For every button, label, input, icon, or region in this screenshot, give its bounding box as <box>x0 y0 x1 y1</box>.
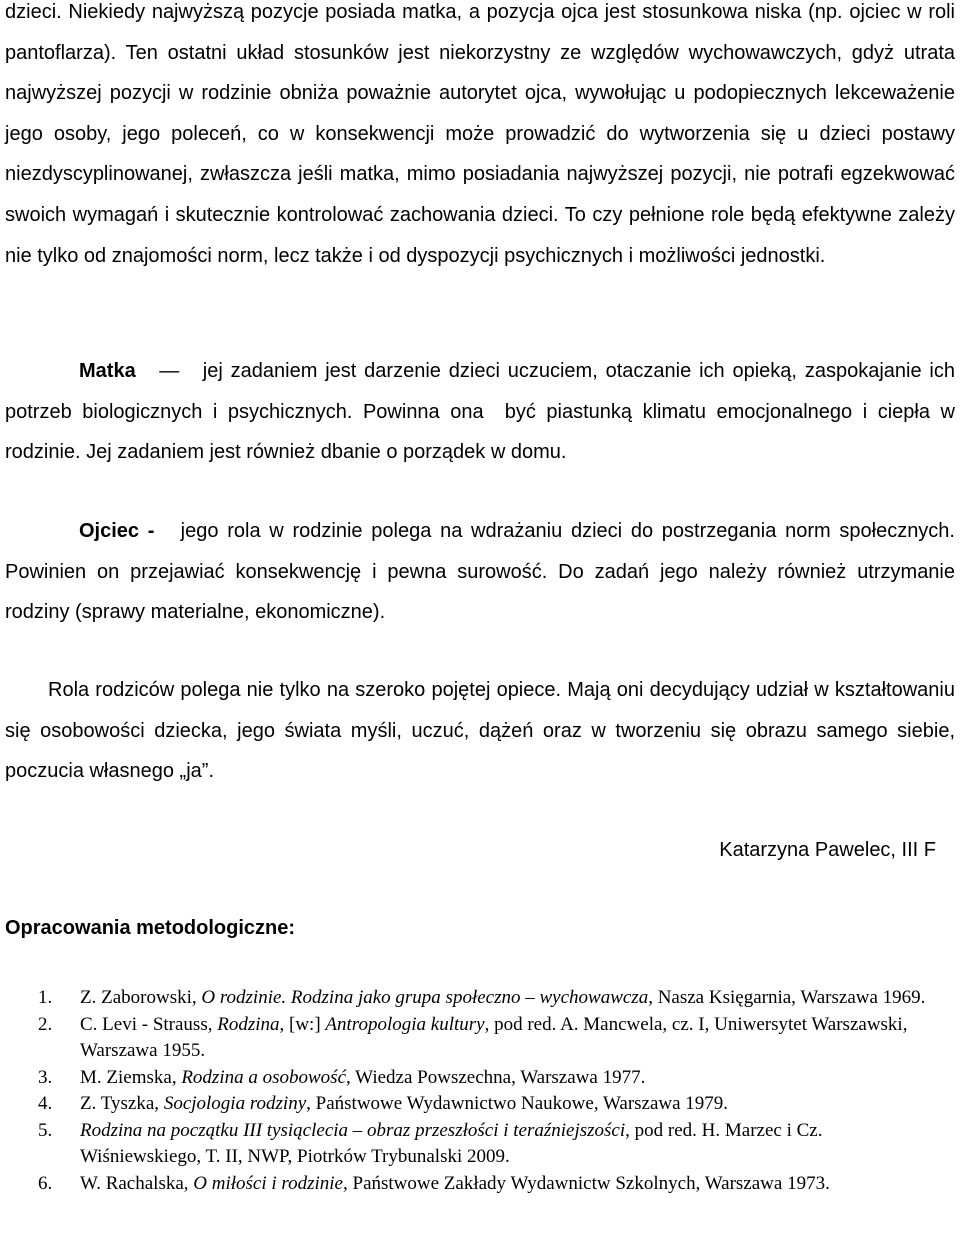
reference-item <box>0 1118 960 1171</box>
reference-number: 5. <box>38 1119 53 1141</box>
reference-number: 2. <box>38 1013 53 1035</box>
reference-number: 1. <box>38 987 53 1008</box>
reference-details: , Nasza Księgarnia, Warszawa 1969. <box>648 987 926 1008</box>
term-father: Ojciec - <box>79 520 155 542</box>
reference-author: C. Levi - Strauss, <box>80 1013 218 1035</box>
paragraph-father <box>5 511 955 633</box>
reference-details: , Państwowe Wydawnictwo Naukowe, Warszawa 1979. <box>306 1093 729 1114</box>
reference-details: , Państwowe Zakłady Wydawnictw Szkolnych, Warszawa 1973. <box>343 1172 830 1194</box>
reference-source-title: Antropologia kultury <box>325 1013 485 1035</box>
reference-item <box>0 1091 960 1118</box>
author-signature: Katarzyna Pawelec, III F <box>719 839 936 861</box>
reference-details: , Wiedza Powszechna, Warszawa 1977. <box>346 1066 646 1088</box>
reference-author: M. Ziemska, <box>80 1066 182 1088</box>
references-heading: Opracowania metodologiczne: <box>5 917 296 939</box>
reference-title: O rodzinie. Rodzina jako grupa społeczno – wychowawcza <box>201 987 649 1008</box>
reference-author: W. Rachalska, <box>80 1172 194 1194</box>
reference-number: 4. <box>38 1093 53 1114</box>
reference-title: Rodzina <box>217 1013 280 1035</box>
paragraph-mother-text: — jej zadaniem jest darzenie dzieci uczuciem, otaczanie ich opieką, zaspokajanie ich potrzeb biologicznych i psychicznych. Powinna ona być piastunką klimatu emocjonalnego i ciepła w rodzinie. Jej zadaniem jest również dbanie o porządek w domu. <box>5 360 955 464</box>
reference-number: 3. <box>38 1066 53 1088</box>
paragraph-parents: Rola rodziców polega nie tylko na szeroko pojętej opiece. Mają oni decydujący udział w kształtowaniu się osobowości dziecka, jego świata myśli, uczuć, dążeń oraz w tworzeniu się obrazu samego siebie, poczucia własnego „ja”. <box>5 679 955 783</box>
reference-title: O miłości i rodzinie <box>193 1172 343 1194</box>
reference-number: 6. <box>38 1172 53 1194</box>
reference-item <box>0 1012 960 1065</box>
reference-author: Z. Tyszka, <box>80 1093 164 1114</box>
reference-details: , pod red. H. Marzec i Cz. Wiśniewskiego, T. II, NWP, Piotrków Trybunalski 2009. <box>80 1119 823 1167</box>
paragraph-father-text: jego rola w rodzinie polega na wdrażaniu dzieci do postrzegania norm społecznych. Powinien on przejawiać konsekwencję i pewna surowość. Do zadań jego należy również utrzymanie rodziny (sprawy materialne, ekonomiczne). <box>5 520 955 624</box>
reference-item <box>0 985 960 1012</box>
references-list <box>0 985 960 1197</box>
paragraph-mother <box>5 351 955 473</box>
paragraph-family-roles: dzieci. Niekiedy najwyższą pozycje posiada matka, a pozycja ojca jest stosunkowa niska (np. ojciec w roli pantoflarza). Ten ostatni układ stosunków jest niekorzystny ze względów wychowawczych, gdyż utrata najwyższej pozycji w rodzinie obniża poważnie autorytet ojca, wywołując u podopiecznych lekceważenie jego osoby, jego poleceń, co w konsekwencji może prowadzić do wytworzenia się u dzieci postawy niezdyscyplinowanej, zwłaszcza jeśli matka, mimo posiadania najwyższej pozycji, nie potrafi egzekwować swoich wymagań i skutecznie kontrolować zachowania dzieci. To czy pełnione role będą efektywne zależy nie tylko od znajomości norm, lecz także i od dyspozycji psychicznych i możliwości jednostki. <box>5 1 955 267</box>
reference-title: Rodzina a osobowość <box>181 1066 347 1088</box>
reference-details: , [w:] <box>279 1013 326 1035</box>
reference-title: Socjologia rodziny <box>163 1093 307 1114</box>
reference-item <box>0 1065 960 1092</box>
term-mother: Matka <box>79 360 136 382</box>
reference-item <box>0 1171 960 1198</box>
reference-author: Z. Zaborowski, <box>80 987 202 1008</box>
reference-title: Rodzina na początku III tysiąclecia – obraz przeszłości i teraźniejszości <box>80 1119 626 1141</box>
reference-details: , pod red. A. Mancwela, cz. I, Uniwersytet Warszawski, Warszawa 1955. <box>80 1013 908 1061</box>
